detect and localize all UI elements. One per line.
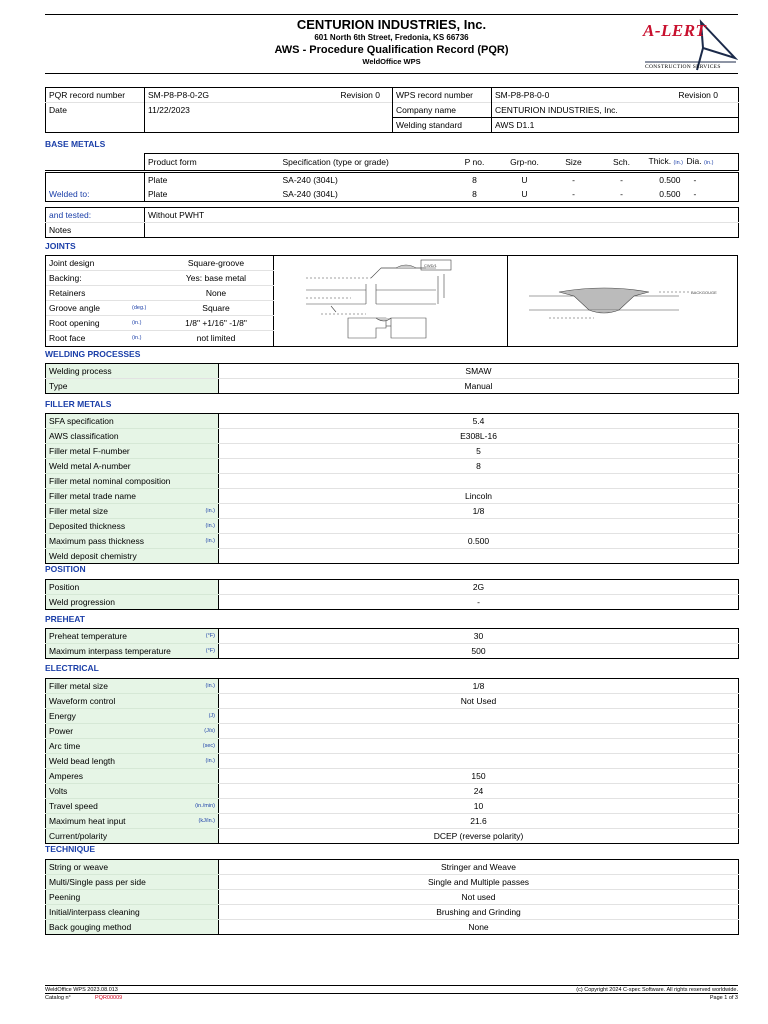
process-label: Welding process — [46, 364, 219, 379]
row-label-cell — [46, 595, 219, 610]
base-metal-size: - — [572, 189, 575, 199]
tested-notes-table — [45, 207, 739, 238]
empty-cell — [46, 154, 145, 171]
row-label: String or weave — [49, 862, 109, 872]
row-value: 150 — [219, 769, 739, 784]
row-value: 1/8 — [219, 679, 739, 694]
process-value: Manual — [464, 381, 493, 391]
row-label-cell — [46, 890, 219, 905]
joint-sketch-right — [509, 256, 737, 346]
row-unit: (kJ/in.) — [198, 818, 215, 824]
row-value: None — [468, 922, 489, 932]
joints-properties — [46, 256, 274, 346]
row-label-cell — [46, 644, 219, 659]
joint-unit: (in.) — [132, 335, 142, 341]
row-label-cell — [46, 444, 219, 459]
row-label: Weld progression — [49, 597, 115, 607]
table-row — [46, 754, 739, 769]
row-value: 10 — [219, 799, 739, 814]
row-value: 8 — [219, 459, 739, 474]
row-unit: (J) — [208, 713, 215, 719]
row-label-cell — [46, 875, 219, 890]
base-metal-row — [46, 173, 739, 188]
row-label: Back gouging method — [49, 922, 132, 932]
section-joints: JOINTS — [45, 241, 76, 251]
footer-page-number: Page 1 of 3 — [709, 995, 738, 1001]
row-label-cell — [46, 504, 219, 519]
row-unit: (sec) — [202, 743, 215, 749]
row-unit: (J/s) — [204, 728, 215, 734]
section-base-metals: BASE METALS — [45, 139, 106, 149]
row-label-cell — [46, 860, 219, 875]
row-label-cell — [46, 754, 219, 769]
table-row — [46, 875, 739, 890]
footer-rule — [45, 993, 738, 994]
standard-label: Welding standard — [393, 118, 492, 133]
row-value: 1/8 — [219, 504, 739, 519]
row-value — [219, 519, 739, 534]
wps-number-label: WPS record number — [393, 88, 492, 103]
standard-value: AWS D1.1 — [492, 118, 739, 133]
row-unit: (in.) — [205, 758, 215, 764]
electrical-table — [45, 678, 739, 844]
row-label: Filler metal size — [49, 681, 109, 691]
header-thick-cell — [646, 154, 684, 171]
header-grp-no: Grp-no. — [510, 157, 539, 167]
row-label: Energy — [49, 711, 76, 721]
table-row — [46, 860, 739, 875]
base-metals-table — [45, 153, 739, 171]
row-label-cell — [46, 709, 219, 724]
empty-cell — [261, 118, 393, 133]
base-metal-size: - — [572, 175, 575, 185]
joint-value: None — [205, 288, 227, 298]
table-row — [46, 459, 739, 474]
row-label: Filler metal trade name — [49, 491, 136, 501]
base-metal-sch: - — [620, 189, 623, 199]
welding-processes-table — [45, 363, 739, 394]
page-footer — [45, 985, 738, 993]
joint-value: Square — [202, 303, 230, 313]
header-thick: Thick. — [648, 156, 672, 166]
row-label-cell — [46, 549, 219, 564]
row-value — [219, 474, 739, 489]
row-label-cell — [46, 905, 219, 920]
row-value: Stringer and Weave — [219, 860, 739, 875]
process-label: Type — [46, 379, 219, 394]
alert-logo — [643, 18, 738, 72]
base-metal-grp: U — [521, 189, 528, 199]
row-value: E308L-16 — [219, 429, 739, 444]
base-metal-row-label: Welded to: — [46, 187, 145, 202]
row-unit: (in.) — [205, 523, 215, 529]
row-value: 5 — [219, 444, 739, 459]
table-row — [46, 504, 739, 519]
row-label-cell — [46, 920, 219, 935]
base-metal-sch: - — [620, 175, 623, 185]
logo-text: A-LERT — [643, 21, 707, 40]
wps-number-value: SM-P8-P8-0-0 — [495, 90, 550, 100]
table-row — [46, 580, 739, 595]
tested-value: Without PWHT — [145, 208, 739, 223]
row-label-cell — [46, 799, 219, 814]
row-label-cell — [46, 459, 219, 474]
row-value: 500 — [471, 646, 486, 656]
header-size: Size — [565, 157, 582, 167]
joint-value: Square-groove — [187, 258, 245, 268]
section-position: POSITION — [45, 564, 86, 574]
header-product-form: Product form — [148, 157, 197, 167]
row-value — [219, 754, 739, 769]
joint-label: Root face — [49, 333, 86, 343]
row-label-cell — [46, 724, 219, 739]
row-value — [219, 549, 739, 564]
process-value: SMAW — [219, 364, 739, 379]
technique-table — [45, 859, 739, 935]
joint-detail-sketch — [276, 256, 508, 346]
table-row — [46, 890, 739, 905]
row-value: 21.6 — [219, 814, 739, 829]
base-metal-form: Plate — [148, 175, 168, 185]
joint-row — [46, 316, 274, 331]
row-value: 24 — [219, 784, 739, 799]
table-row — [46, 769, 739, 784]
process-row — [46, 379, 739, 394]
section-filler-metals: FILLER METALS — [45, 399, 112, 409]
company-name: CENTURION INDUSTRIES, Inc. — [296, 17, 487, 32]
table-row — [46, 724, 739, 739]
notes-value — [145, 223, 739, 238]
row-label-cell — [46, 694, 219, 709]
row-label-cell — [46, 534, 219, 549]
joint-sketch-left — [276, 256, 508, 346]
row-label: Filler metal nominal composition — [49, 476, 171, 486]
row-label-cell — [46, 679, 219, 694]
joint-row — [46, 331, 274, 346]
joint-value: not limited — [196, 333, 236, 343]
table-row — [46, 595, 739, 610]
base-metal-thick: 0.500 — [659, 175, 681, 185]
row-value: - — [477, 597, 480, 607]
row-label-cell — [46, 414, 219, 429]
pqr-number-value: SM-P8-P8-0-2G — [148, 90, 209, 100]
row-label-cell — [46, 580, 219, 595]
row-label: Volts — [49, 786, 68, 796]
row-label-cell — [46, 784, 219, 799]
row-value: Single and Multiple passes — [219, 875, 739, 890]
empty-cell — [145, 118, 261, 133]
table-row — [46, 429, 739, 444]
joint-row — [46, 301, 274, 316]
header-dia: Dia. — [686, 156, 702, 166]
row-label: Deposited thickness — [49, 521, 126, 531]
table-row — [46, 739, 739, 754]
row-label-cell — [46, 519, 219, 534]
document-subtitle: WeldOffice WPS — [362, 57, 421, 66]
wps-revision: Revision 0 — [678, 90, 718, 100]
joint-row — [46, 286, 274, 301]
table-row — [46, 489, 739, 504]
row-label-cell — [46, 739, 219, 754]
joint-label: Backing: — [49, 273, 82, 283]
row-label: AWS classification — [49, 431, 119, 441]
row-label: Maximum heat input — [49, 816, 126, 826]
base-metal-grp: U — [521, 175, 528, 185]
row-value: 2G — [219, 580, 739, 595]
pqr-number-label: PQR record number — [46, 88, 145, 103]
row-value: 5.4 — [219, 414, 739, 429]
row-label: Position — [49, 582, 80, 592]
header-dia-unit: (in.) — [704, 160, 714, 166]
base-metal-p-no: 8 — [472, 175, 477, 185]
row-label: Current/polarity — [49, 831, 108, 841]
empty-cell — [261, 103, 393, 118]
date-label: Date — [46, 103, 145, 118]
notes-label: Notes — [46, 223, 145, 238]
row-value: Brushing and Grinding — [219, 905, 739, 920]
row-value — [219, 709, 739, 724]
row-label: Maximum interpass temperature — [49, 646, 171, 656]
section-preheat: PREHEAT — [45, 614, 85, 624]
joint-label: Root opening — [49, 318, 100, 328]
pqr-revision: Revision 0 — [261, 88, 393, 103]
tested-label: and tested: — [46, 208, 145, 223]
joint-value: 1/8" +1/16" -1/8" — [185, 318, 247, 328]
table-row — [46, 799, 739, 814]
empty-cell — [46, 118, 145, 133]
joint-value: Yes: base metal — [185, 273, 247, 283]
header-bottom-rule — [45, 73, 738, 74]
document-title: AWS - Procedure Qualification Record (PQR) — [274, 44, 509, 56]
footer-catalog-value: PQR00009 — [95, 995, 123, 1001]
row-label: Initial/interpass cleaning — [49, 907, 140, 917]
table-row — [46, 414, 739, 429]
joint-label: Groove angle — [49, 303, 101, 313]
date-value: 11/22/2023 — [145, 103, 261, 118]
joints-box — [45, 255, 738, 347]
position-table — [45, 579, 739, 610]
base-metal-p-no: 8 — [472, 189, 477, 199]
joint-row — [46, 256, 274, 271]
row-label: Peening — [49, 892, 81, 902]
document-header — [45, 15, 738, 73]
row-value: Not used — [219, 890, 739, 905]
row-value: 30 — [219, 629, 739, 644]
table-row — [46, 549, 739, 564]
base-metal-form: Plate — [148, 189, 168, 199]
table-row — [46, 644, 739, 659]
row-label: Waveform control — [49, 696, 116, 706]
header-dia-cell — [684, 154, 739, 171]
sketch-label: CWD/1 — [424, 263, 437, 268]
row-label: Weld deposit chemistry — [49, 551, 137, 561]
company-label: Company name — [393, 103, 492, 118]
section-welding-processes: WELDING PROCESSES — [45, 349, 141, 359]
section-technique: TECHNIQUE — [45, 844, 96, 854]
base-metal-dia: - — [693, 175, 697, 185]
row-value: DCEP (reverse polarity) — [433, 831, 524, 841]
table-row — [46, 694, 739, 709]
base-metals-rows — [45, 172, 739, 202]
joint-unit: (in.) — [132, 320, 142, 326]
row-label: Weld metal A-number — [49, 461, 131, 471]
row-unit: (in.) — [205, 538, 215, 544]
row-label: Arc time — [49, 741, 81, 751]
row-value — [219, 739, 739, 754]
row-value — [219, 724, 739, 739]
logo-subtext: CONSTRUCTION SERVICES — [645, 64, 721, 70]
base-metal-row-label — [46, 173, 145, 188]
sketch-label: BACKGOUGE — [691, 290, 717, 295]
company-address: 601 North 6th Street, Fredonia, KS 66736 — [314, 33, 469, 42]
preheat-table — [45, 628, 739, 659]
table-row — [46, 829, 739, 844]
table-row — [46, 474, 739, 489]
row-unit: (°F) — [205, 633, 215, 639]
table-row — [46, 679, 739, 694]
row-label: Maximum pass thickness — [49, 536, 144, 546]
table-row — [46, 629, 739, 644]
header-p-no: P no. — [464, 157, 485, 167]
table-row — [46, 814, 739, 829]
row-label: Filler metal F-number — [49, 446, 130, 456]
row-label-cell — [46, 769, 219, 784]
process-row — [46, 364, 739, 379]
record-info-table — [45, 87, 739, 133]
header-specification: Specification (type or grade) — [282, 157, 389, 167]
table-row — [46, 534, 739, 549]
row-label: SFA specification — [49, 416, 114, 426]
table-row — [46, 920, 739, 935]
row-label-cell — [46, 629, 219, 644]
row-label: Filler metal size — [49, 506, 109, 516]
backgouge-sketch — [509, 256, 737, 346]
row-label: Multi/Single pass per side — [49, 877, 146, 887]
table-row — [46, 709, 739, 724]
footer-catalog-label: Catalog n° — [45, 995, 71, 1001]
footer-copyright: (c) Copyright 2024 C-spec Software. All rights reserved worldwide. — [576, 987, 738, 993]
base-metal-thick: 0.500 — [659, 189, 681, 199]
row-unit: (in.) — [205, 508, 215, 514]
header-thick-unit: (in.) — [673, 160, 684, 166]
row-label-cell — [46, 474, 219, 489]
row-label-cell — [46, 429, 219, 444]
base-metal-spec: SA-240 (304L) — [282, 175, 338, 185]
footer-version: WeldOffice WPS 2023.08.013 — [45, 987, 118, 993]
filler-metals-table — [45, 413, 739, 564]
row-label: Preheat temperature — [49, 631, 127, 641]
row-label-cell — [46, 489, 219, 504]
row-label: Weld bead length — [49, 756, 116, 766]
row-label-cell — [46, 829, 219, 844]
base-metal-spec: SA-240 (304L) — [282, 189, 338, 199]
joint-row — [46, 271, 274, 286]
base-metal-row — [46, 187, 739, 202]
section-electrical: ELECTRICAL — [45, 663, 99, 673]
table-row — [46, 519, 739, 534]
table-row — [46, 905, 739, 920]
row-label: Travel speed — [49, 801, 98, 811]
row-label-cell — [46, 814, 219, 829]
header-sch: Sch. — [612, 157, 630, 167]
base-metal-dia: - — [693, 189, 697, 199]
row-unit: (in./min) — [195, 803, 215, 809]
row-value: 0.500 — [219, 534, 739, 549]
row-unit: (°F) — [205, 648, 215, 654]
row-value: Not Used — [219, 694, 739, 709]
table-row — [46, 784, 739, 799]
row-unit: (in.) — [205, 683, 215, 689]
row-value: Lincoln — [219, 489, 739, 504]
row-label: Amperes — [49, 771, 84, 781]
joint-unit: (deg.) — [132, 305, 147, 311]
company-value: CENTURION INDUSTRIES, Inc. — [492, 103, 739, 118]
row-label: Power — [49, 726, 74, 736]
table-row — [46, 444, 739, 459]
joint-label: Retainers — [49, 288, 86, 298]
joint-label: Joint design — [49, 258, 95, 268]
